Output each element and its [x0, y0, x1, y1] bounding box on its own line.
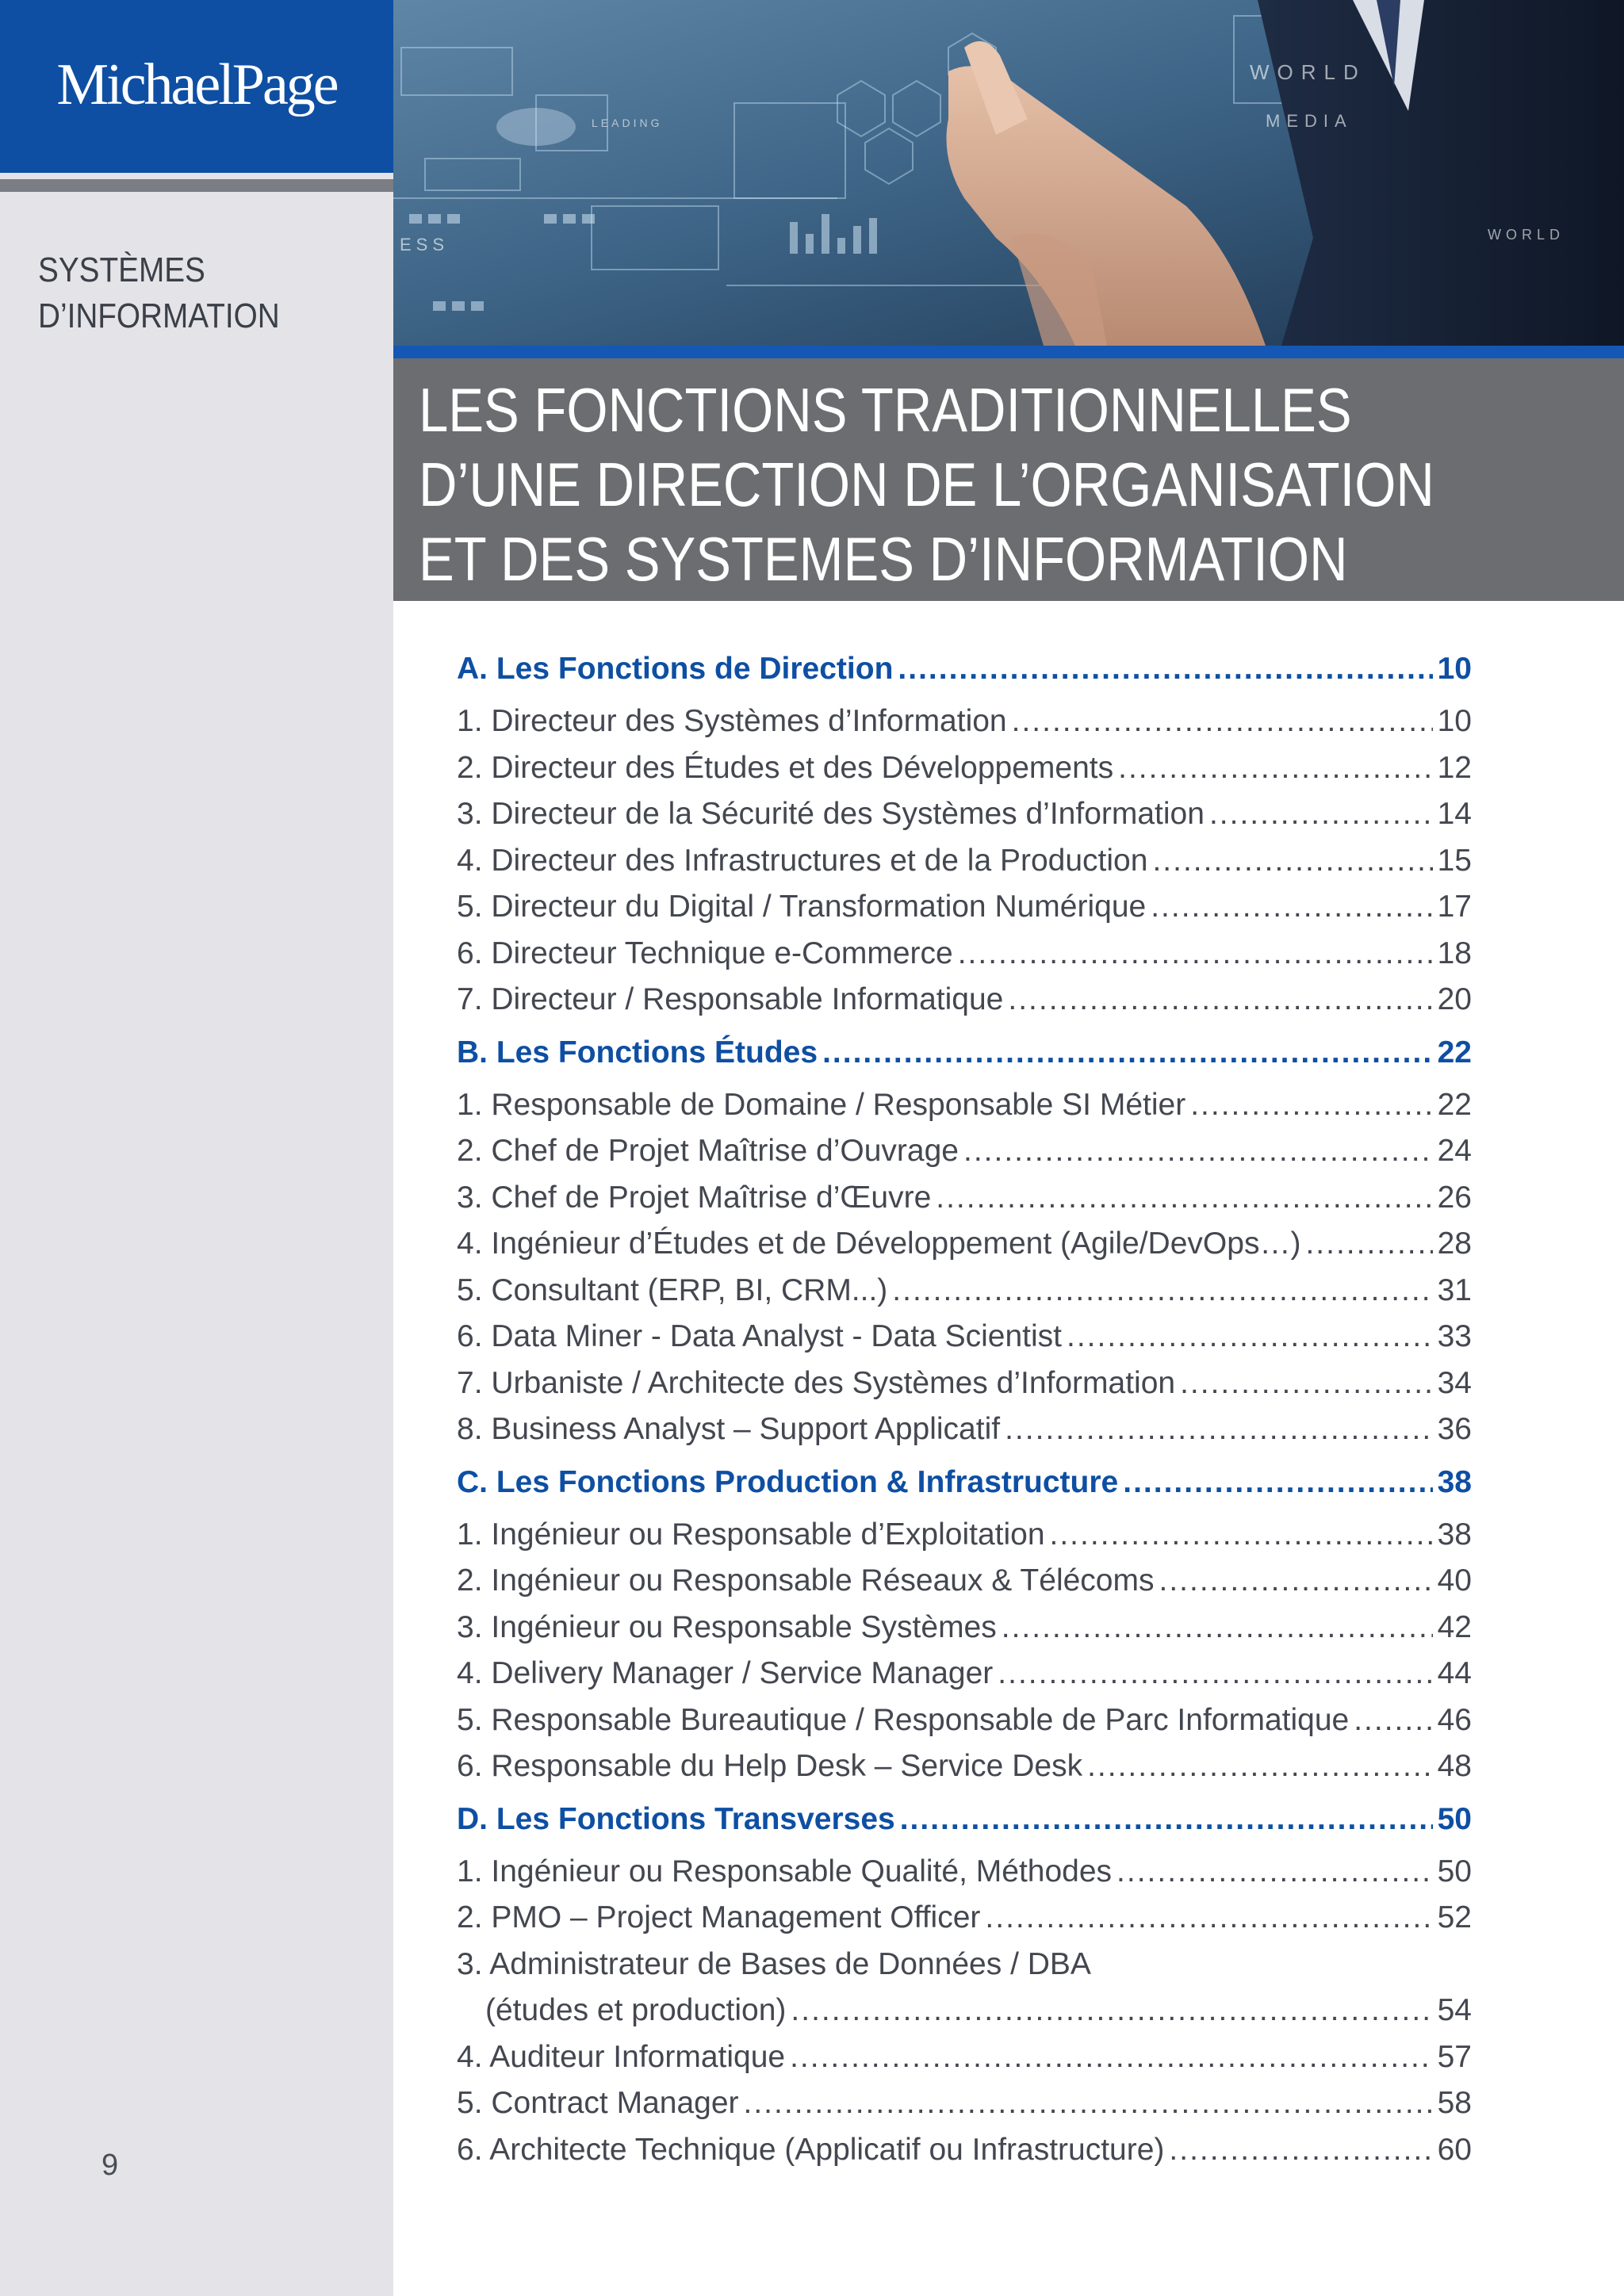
hero-hud-text: ESS	[400, 235, 450, 254]
toc-item[interactable]: 4. Delivery Manager / Service Manager ..... 44	[457, 1656, 1472, 1703]
toc-item[interactable]: 7. Urbaniste / Architecte des Systèmes d’Information ..... 34	[457, 1366, 1472, 1413]
hero-divider	[393, 346, 1624, 358]
title-band	[393, 358, 1624, 601]
toc-section-heading[interactable]: D. Les Fonctions Transverses ..... 50	[457, 1802, 1472, 1851]
hero-hud-text: LEADING	[592, 117, 663, 129]
page-number: 9	[102, 2149, 119, 2182]
toc-section-heading[interactable]: A. Les Fonctions de Direction ..... 10	[457, 652, 1472, 701]
toc-item[interactable]: 1. Directeur des Systèmes d’Information ..... 10	[457, 704, 1472, 751]
toc-item[interactable]: 4. Ingénieur d’Études et de Développement (Agile/DevOps…) ..... 28	[457, 1226, 1472, 1273]
toc-item[interactable]: 5. Consultant (ERP, BI, CRM...) ..... 31	[457, 1273, 1472, 1320]
toc-item[interactable]: 2. Ingénieur ou Responsable Réseaux & Télécoms ..... 40	[457, 1563, 1472, 1610]
toc-item[interactable]: (études et production) ..... 54	[457, 1993, 1472, 2040]
toc-item[interactable]: 3. Ingénieur ou Responsable Systèmes ..... 42	[457, 1610, 1472, 1657]
toc-item[interactable]: 2. Directeur des Études et des Développements ..... 12	[457, 751, 1472, 798]
hero-hud-text: WORLD	[1488, 227, 1565, 243]
toc-item[interactable]: 6. Directeur Technique e-Commerce ..... 18	[457, 936, 1472, 983]
toc-item[interactable]: 4. Auditeur Informatique ..... 57	[457, 2040, 1472, 2087]
toc-item[interactable]: 5. Contract Manager ..... 58	[457, 2086, 1472, 2133]
page-title-line-3: ET DES SYSTEMES D’INFORMATION	[419, 524, 1348, 594]
table-of-contents	[457, 652, 1472, 2179]
hero-image	[393, 0, 1624, 346]
toc-item-first-line[interactable]: 3. Administrateur de Bases de Données / DBA	[457, 1946, 1091, 1981]
section-label	[38, 247, 280, 339]
page-title	[419, 373, 1434, 596]
section-label-line-2: D’INFORMATION	[38, 297, 280, 335]
toc-item[interactable]: 6. Data Miner - Data Analyst - Data Scientist ..... 33	[457, 1319, 1472, 1366]
toc-item[interactable]: 1. Ingénieur ou Responsable Qualité, Méthodes ..... 50	[457, 1854, 1472, 1901]
toc-section-heading[interactable]: B. Les Fonctions Études ..... 22	[457, 1035, 1472, 1085]
toc-item[interactable]: 6. Architecte Technique (Applicatif ou Infrastructure) ..... 60	[457, 2133, 1472, 2179]
toc-item[interactable]: 5. Responsable Bureautique / Responsable de Parc Informatique ..... 46	[457, 1703, 1472, 1750]
sidebar	[0, 0, 393, 2296]
hero-illustration	[393, 0, 1624, 346]
hero-hud-text: WORLD	[1250, 60, 1366, 84]
toc-item[interactable]: 2. Chef de Projet Maîtrise d’Ouvrage ..... 24	[457, 1134, 1472, 1181]
section-label-line-1: SYSTÈMES	[38, 251, 205, 289]
toc-section-heading[interactable]: C. Les Fonctions Production & Infrastructure ..... 38	[457, 1465, 1472, 1514]
toc-item[interactable]: 2. PMO – Project Management Officer ..... 52	[457, 1900, 1472, 1947]
toc-item[interactable]: 3. Chef de Projet Maîtrise d’Œuvre ..... 26	[457, 1181, 1472, 1227]
brand-logo[interactable]	[0, 0, 393, 173]
logo-divider	[0, 179, 393, 192]
hero-hud-text: MEDIA	[1266, 111, 1353, 131]
toc-item[interactable]: 1. Responsable de Domaine / Responsable SI Métier ..... 22	[457, 1088, 1472, 1135]
page-title-line-2: D’UNE DIRECTION DE L’ORGANISATION	[419, 450, 1434, 519]
page-title-line-1: LES FONCTIONS TRADITIONNELLES	[419, 375, 1352, 445]
toc-item[interactable]: 3. Directeur de la Sécurité des Systèmes d’Information ..... 14	[457, 797, 1472, 844]
toc-item[interactable]: 8. Business Analyst – Support Applicatif ..... 36	[457, 1412, 1472, 1459]
toc-item[interactable]: 4. Directeur des Infrastructures et de la Production ..... 15	[457, 844, 1472, 890]
toc-item[interactable]: 6. Responsable du Help Desk – Service Desk ..... 48	[457, 1749, 1472, 1796]
toc-item[interactable]: 5. Directeur du Digital / Transformation Numérique ..... 17	[457, 890, 1472, 936]
brand-logo-text: MichaelPage	[56, 52, 337, 117]
toc-item[interactable]: 7. Directeur / Responsable Informatique ..... 20	[457, 982, 1472, 1029]
toc-item[interactable]: 1. Ingénieur ou Responsable d’Exploitation ..... 38	[457, 1517, 1472, 1564]
